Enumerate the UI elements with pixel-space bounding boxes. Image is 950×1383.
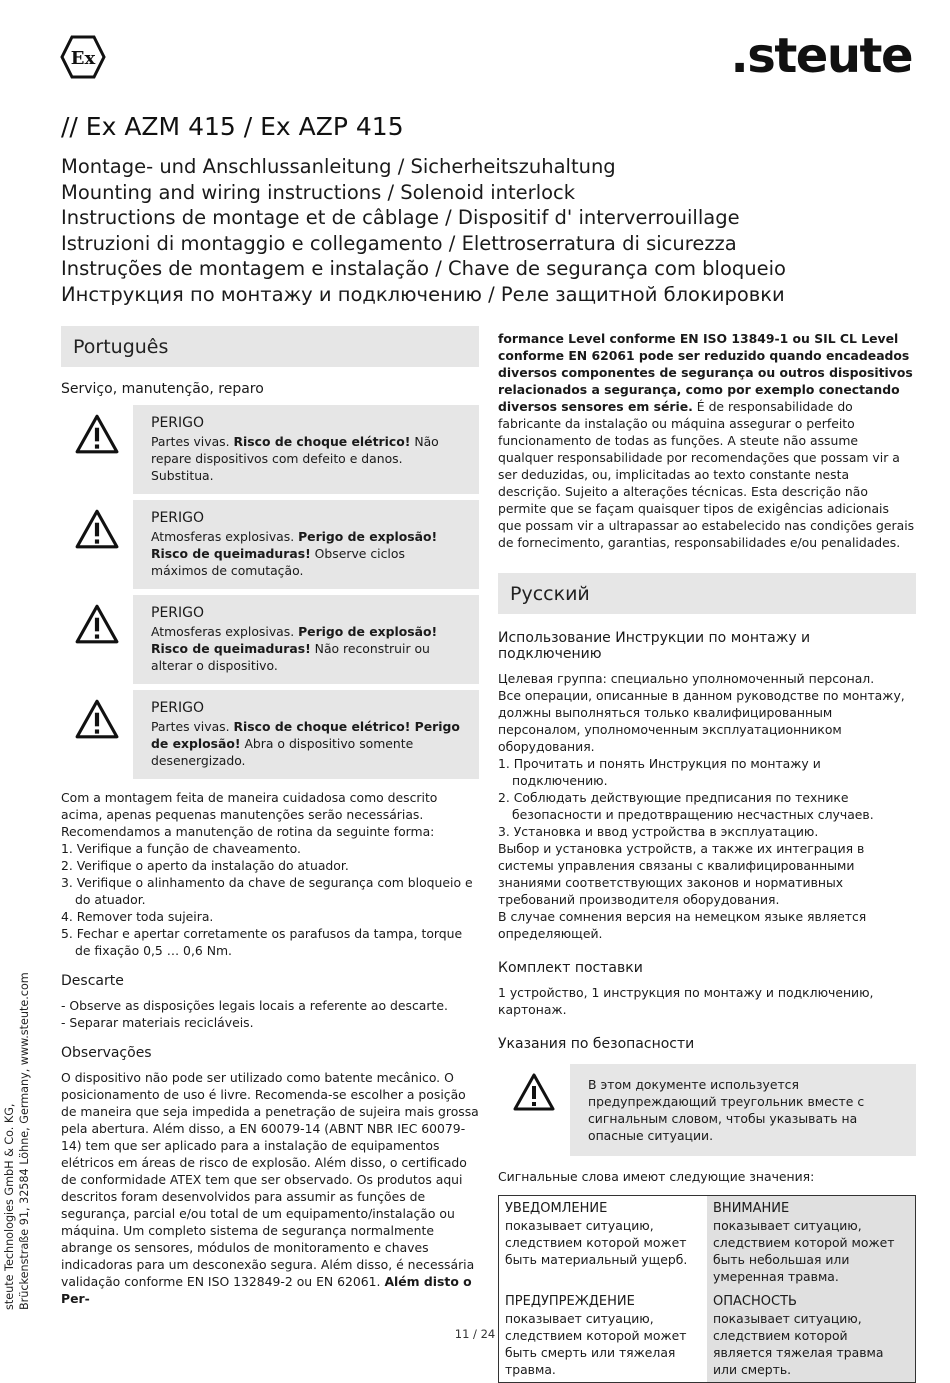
warning-text-part: Partes vivas. — [151, 719, 234, 734]
warning-row — [61, 595, 479, 684]
warning-text — [151, 433, 465, 484]
signal-word: PERIGO — [151, 510, 205, 526]
warning-triangle-icon — [61, 595, 133, 684]
notes-continuation — [498, 330, 916, 551]
warning-box — [133, 405, 479, 494]
warning-box — [133, 690, 479, 779]
warning-triangle-icon — [498, 1064, 570, 1156]
warning-row — [61, 500, 479, 589]
list-item: 1. Verifique a função de chaveamento. — [61, 841, 301, 856]
disposal-item: - Separar materiais recicláveis. — [61, 1015, 254, 1030]
usage-tail: В случае сомнения версия на немецком языке является определяющей. — [498, 909, 867, 941]
company-address: Brückenstraße 91, 32584 Löhne, Germany, www.steute.com — [18, 972, 31, 1310]
signal-text: показывает ситуацию, следствием которой является тяжелая травма или смерть. — [713, 1311, 884, 1377]
disposal-heading: Descarte — [61, 973, 124, 989]
service-heading: Serviço, manutenção, reparo — [61, 381, 264, 397]
safety-warning — [498, 1064, 916, 1156]
signal-intro: Сигнальные слова имеют следующие значения: — [498, 1169, 815, 1184]
page-number: 11 / 24 — [454, 1327, 496, 1341]
warning-triangle-icon — [61, 405, 133, 494]
ex-logo-text: Ex — [70, 48, 96, 69]
list-item: 1. Прочитать и понять Инструкция по монтажу и подключению. — [498, 756, 821, 788]
signal-text: показывает ситуацию, следствием которой может быть небольшая или умеренная травма. — [713, 1218, 895, 1284]
safety-box — [570, 1064, 916, 1156]
signal-words-table — [498, 1195, 916, 1383]
list-item: 4. Remover toda sujeira. — [61, 909, 214, 924]
warning-text-bold: Risco de choque elétrico! Perigo de explosão! — [151, 719, 460, 751]
list-item: 5. Fechar e apertar corretamente os parafusos da tampa, torque de fixação 0,5 … 0,6 Nm. — [61, 926, 463, 958]
maintenance-steps — [61, 840, 479, 959]
list-item: 3. Verifique o alinhamento da chave de segurança com bloqueio e do atuador. — [61, 875, 473, 907]
language-band-portuguese: Português — [61, 326, 479, 367]
notes-bold-start: Além disto o Per- — [61, 1274, 472, 1306]
signal-word: PERIGO — [151, 605, 205, 621]
warning-box — [133, 500, 479, 589]
warning-text — [151, 528, 465, 579]
signal-word: PERIGO — [151, 415, 205, 431]
language-band-russian: Русский — [498, 573, 916, 614]
warning-triangle-icon — [61, 500, 133, 589]
ex-hexagon-icon — [60, 34, 106, 80]
usage-line: Все операции, описанные в данном руководстве по монтажу, должны выполняться только квалифицированным персоналом, уполномоченным эксплуатационником оборудования. — [498, 688, 905, 754]
disposal-item: - Observe as disposições legais locais a referente ao descarte. — [61, 998, 448, 1013]
subtitle-list — [61, 154, 921, 307]
subtitle-line: Istruzioni di montaggio e collegamento / Elettroserratura di sicurezza — [61, 231, 737, 255]
list-item: 2. Verifique o aperto da instalação do atuador. — [61, 858, 349, 873]
warning-text-part: Abra o dispositivo somente desenergizado. — [151, 736, 414, 768]
delivery-text: 1 устройство, 1 инструкция по монтажу и подключению, картонаж. — [498, 985, 874, 1017]
brand-logo: .steute — [730, 28, 912, 84]
list-item: 2. Соблюдать действующие предписания по технике безопасности и предотвращению несчастных случаев. — [498, 790, 874, 822]
usage-tail: Выбор и установка устройств, а также их интеграция в системы управления связаны с квалифицированными знаниями соответствующих законов и нормативных требований производителя оборудования. — [498, 841, 865, 907]
russian-column — [498, 330, 916, 1383]
notes-bold: formance Level conforme EN ISO 13849-1 ou SIL CL Level conforme EN 62061 pode ser reduzido quando encadeados diversos componentes de segurança ou outros dispositivos relacionados a segurança, como por exemplo conectando diversos sensores em série. — [498, 331, 913, 414]
warning-row — [61, 405, 479, 494]
warning-text — [151, 718, 465, 769]
subtitle-line: Instruções de montagem e instalação / Chave de segurança com bloqueio — [61, 257, 786, 280]
warning-box — [133, 595, 479, 684]
portuguese-column — [61, 326, 479, 1307]
document-title: // Ex AZM 415 / Ex AZP 415 — [61, 112, 404, 141]
list-item: 3. Установка и ввод устройства в эксплуатацию. — [498, 824, 819, 839]
usage-heading: Использование Инструкции по монтажу и подключению — [498, 630, 811, 662]
delivery-heading: Комплект поставки — [498, 960, 643, 976]
signal-word: PERIGO — [151, 700, 205, 716]
warning-text-bold: Perigo de explosão! Risco de queimaduras! — [151, 624, 438, 656]
warning-text-part: Atmosferas explosivas. — [151, 624, 299, 639]
notes-tail: É de responsabilidade do fabricante da instalação ou máquina assegurar o perfeito funcionamento de todas as funções. A steute não assume qualquer responsabilidade por recomendações que possam vir a ser deduzidas, ou, implicitadas ao texto constante nesta descrição. Sujeito a alterações técnicas. Esta descrição não permite que se façam quaisquer tipos de exigências adicionais que possam vir a ultrapassar ao estabelecido nas condições gerais de fornecimento, garantias, responsabilidades e/ou penalidades. — [498, 399, 915, 550]
notes-heading: Observações — [61, 1045, 152, 1061]
warning-text-part: Atmosferas explosivas. — [151, 529, 299, 544]
subtitle-line: Montage- und Anschlussanleitung / Sicherheitszuhaltung — [61, 155, 616, 178]
usage-line: Целевая группа: специально уполномоченный персонал. — [498, 671, 875, 686]
warning-text — [151, 623, 465, 674]
warning-text-part: Observe ciclos máximos de comutação. — [151, 546, 405, 578]
usage-steps — [498, 755, 916, 840]
subtitle-line: Instructions de montage et de câblage / Dispositif d' interverrouillage — [61, 206, 740, 229]
signal-word: УВЕДОМЛЕНИЕ — [505, 1201, 608, 1216]
company-sidebar — [2, 970, 32, 1310]
table-cell — [707, 1196, 916, 1290]
signal-word: ВНИМАНИЕ — [713, 1201, 790, 1216]
notes-text — [61, 1069, 479, 1307]
warning-text-part: Não reconstruir ou alterar o dispositivo. — [151, 641, 430, 673]
warning-text-part: Não repare dispositivos com defeito e danos. Substitua. — [151, 434, 439, 483]
safety-heading: Указания по безопасности — [498, 1036, 695, 1052]
signal-text: показывает ситуацию, следствием которой может быть смерть или тяжелая травма. — [505, 1311, 687, 1377]
warning-text-bold: Perigo de explosão! Risco de queimaduras! — [151, 529, 438, 561]
warning-text-part: Partes vivas. — [151, 434, 234, 449]
notes-body: O dispositivo não pode ser utilizado como batente mecânico. O posicionamento de uso é livre. Recomenda-se escolher a posição de maneira que seja impedida a penetração de sujeira mais grossa pela abertura. Além disso, a EN 60079-14 (ABNT NBR IEC 60079-14) tem que ser aplicado para a instalação de equipamentos elétricos em áreas de risco de explosão. Além disso, o certificado de conformidade ATEX tem que ser observado. Os produtos aqui descritos foram desenvolvidos para assumir as funções de segurança, parcial e/ou total de um equipamento/instalação ou máquina. Um completo sistema de segurança normalmente abrange os sensores, módulos de monitoramento e chaves indicadoras para um desconexão segura. Além disso, é necessária validação conforme EN ISO 132849-2 ou EN 62061. — [61, 1070, 479, 1289]
signal-text: показывает ситуацию, следствием которой может быть материальный ущерб. — [505, 1218, 688, 1267]
table-cell — [499, 1196, 708, 1290]
table-row — [499, 1196, 916, 1290]
company-name: steute Technologies GmbH & Co. KG, — [3, 1103, 16, 1310]
warning-list — [61, 405, 479, 779]
safety-box-text: В этом документе используется предупреждающий треугольник вместе с сигнальным словом, чтобы указывать на опасные ситуации. — [588, 1077, 865, 1143]
subtitle-line: Mounting and wiring instructions / Solenoid interlock — [61, 180, 576, 204]
warning-row — [61, 690, 479, 779]
subtitle-line: Инструкция по монтажу и подключению / Реле защитной блокировки — [61, 282, 785, 306]
warning-triangle-icon — [61, 690, 133, 779]
signal-word: ПРЕДУПРЕЖДЕНИЕ — [505, 1294, 635, 1309]
signal-word: ОПАСНОСТЬ — [713, 1294, 797, 1309]
warning-text-bold: Risco de choque elétrico! — [233, 434, 411, 449]
maintenance-intro: Com a montagem feita de maneira cuidadosa como descrito acima, apenas pequenas manutenções serão necessárias. Recomendamos a manutenção de rotina da seguinte forma: — [61, 790, 438, 839]
